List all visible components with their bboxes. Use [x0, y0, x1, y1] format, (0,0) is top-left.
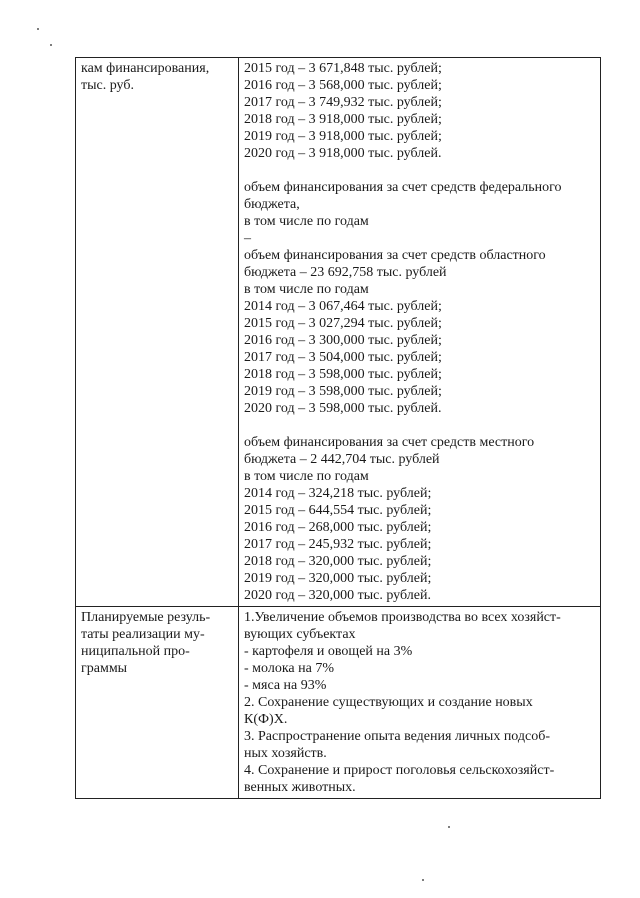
paragraph-gap: [244, 162, 596, 179]
content-line: венных животных.: [244, 780, 356, 795]
scan-speck: [37, 28, 39, 30]
content-line: 1.Увеличение объемов производства во всех хозяйст-: [244, 610, 561, 625]
row-label-line: граммы: [81, 661, 128, 676]
row-content-cell: [239, 607, 601, 799]
content-line: 2017 год – 3 504,000 тыс. рублей;: [244, 350, 442, 365]
content-line: в том числе по годам: [244, 469, 369, 484]
content-line: 2017 год – 245,932 тыс. рублей;: [244, 537, 432, 552]
content-line: 2016 год – 3 300,000 тыс. рублей;: [244, 333, 442, 348]
content-line: 2019 год – 3 598,000 тыс. рублей;: [244, 384, 442, 399]
content-line: в том числе по годам: [244, 282, 369, 297]
scan-speck: [50, 44, 52, 46]
row-content-cell: [239, 58, 601, 607]
content-line: 4. Сохранение и прирост поголовья сельскохозяйст-: [244, 763, 555, 778]
content-line: бюджета,: [244, 197, 300, 212]
content-line: 2019 год – 320,000 тыс. рублей;: [244, 571, 432, 586]
table-row-financing: [76, 58, 601, 607]
row-label-line: кам финансирования,: [81, 61, 210, 76]
content-line: 2018 год – 3 598,000 тыс. рублей;: [244, 367, 442, 382]
content-line: в том числе по годам: [244, 214, 369, 229]
content-line: –: [244, 231, 251, 246]
content-line: ных хозяйств.: [244, 746, 327, 761]
content-line: 2019 год – 3 918,000 тыс. рублей;: [244, 129, 442, 144]
content-line: 2018 год – 320,000 тыс. рублей;: [244, 554, 432, 569]
content-line: 2015 год – 3 027,294 тыс. рублей;: [244, 316, 442, 331]
content-line: 2015 год – 3 671,848 тыс. рублей;: [244, 61, 442, 76]
row-label-line: ниципальной про-: [81, 644, 190, 659]
row-label-line: тыс. руб.: [81, 78, 134, 93]
content-line: 2015 год – 644,554 тыс. рублей;: [244, 503, 432, 518]
row-label-cell: [76, 607, 239, 799]
scan-speck: [448, 826, 450, 828]
content-line: бюджета – 2 442,704 тыс. рублей: [244, 452, 440, 467]
content-line: 2020 год – 3 918,000 тыс. рублей.: [244, 146, 442, 161]
content-line: - картофеля и овощей на 3%: [244, 644, 413, 659]
content-line: 2016 год – 3 568,000 тыс. рублей;: [244, 78, 442, 93]
content-line: 2017 год – 3 749,932 тыс. рублей;: [244, 95, 442, 110]
content-line: 2020 год – 3 598,000 тыс. рублей.: [244, 401, 442, 416]
content-line: - молока на 7%: [244, 661, 334, 676]
content-line: 2014 год – 3 067,464 тыс. рублей;: [244, 299, 442, 314]
row-label-line: Планируемые резуль-: [81, 610, 211, 625]
row-label-line: таты реализации му-: [81, 627, 205, 642]
content-line: объем финансирования за счет средств областного: [244, 248, 546, 263]
content-line: 3. Распространение опыта ведения личных подсоб-: [244, 729, 551, 744]
content-line: объем финансирования за счет средств федерального: [244, 180, 562, 195]
content-line: 2. Сохранение существующих и создание новых: [244, 695, 533, 710]
content-line: объем финансирования за счет средств местного: [244, 435, 535, 450]
content-line: вующих субъектах: [244, 627, 356, 642]
scan-speck: [422, 879, 424, 881]
row-label-cell: [76, 58, 239, 607]
content-line: - мяса на 93%: [244, 678, 327, 693]
content-line: 2020 год – 320,000 тыс. рублей.: [244, 588, 431, 603]
content-line: бюджета – 23 692,758 тыс. рублей: [244, 265, 447, 280]
content-line: 2016 год – 268,000 тыс. рублей;: [244, 520, 432, 535]
program-passport-table: [75, 57, 601, 799]
content-line: К(Ф)Х.: [244, 712, 288, 727]
table-row-planned-results: [76, 607, 601, 799]
content-line: 2014 год – 324,218 тыс. рублей;: [244, 486, 432, 501]
paragraph-gap: [244, 417, 596, 434]
content-line: 2018 год – 3 918,000 тыс. рублей;: [244, 112, 442, 127]
